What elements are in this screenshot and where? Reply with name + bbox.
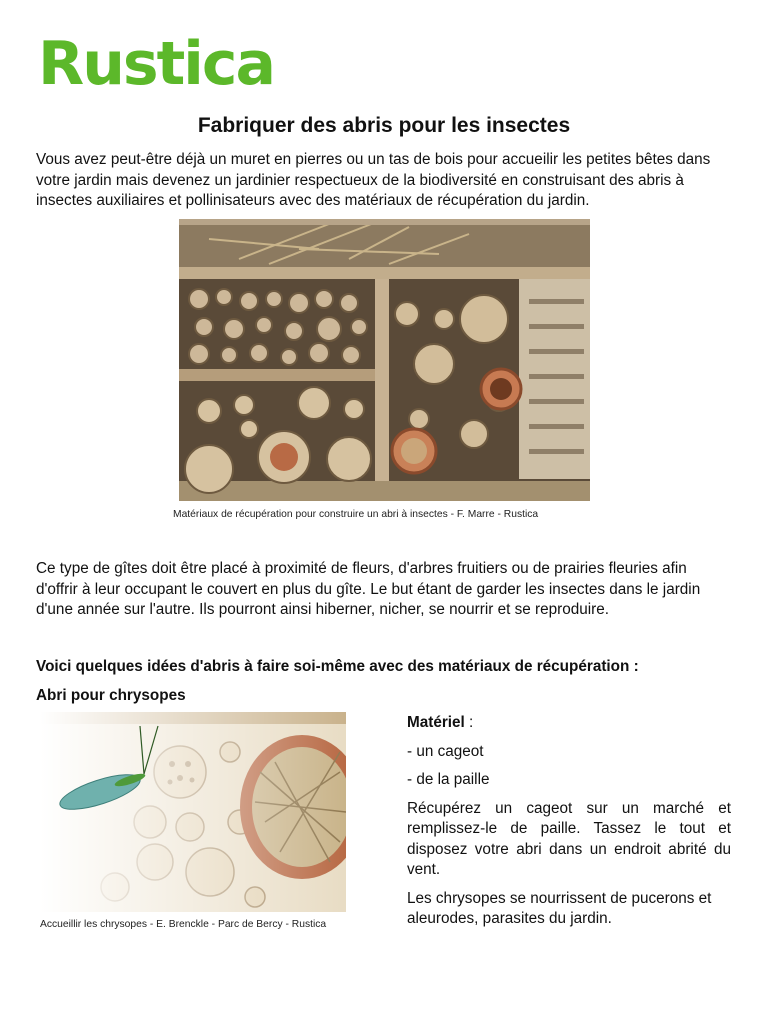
instructions-paragraph: Récupérez un cageot sur un marché et remplissez-le de paille. Tassez le tout et disposez votre abri dans un endroit abrité du vent. bbox=[407, 799, 731, 878]
materials-column bbox=[407, 713, 731, 930]
materiel-label-suffix: : bbox=[464, 714, 474, 731]
intro-paragraph: Vous avez peut-être déjà un muret en pierres ou un tas de bois pour accueilir les petites bêtes dans votre jardin mais devenez un jardinier respectueux de la biodiversité en construisant des abris à insectes auxiliaires et pollinisateurs avec des matériaux de récupération du jardin. bbox=[36, 151, 711, 209]
materiel-item: - un cageot bbox=[407, 742, 484, 760]
page-title: Fabriquer des abris pour les insectes bbox=[197, 114, 571, 137]
ideas-heading: Voici quelques idées d'abris à faire soi-même avec des matériaux de récupération : bbox=[36, 658, 639, 675]
insect-hotel-photo bbox=[179, 219, 590, 501]
materiel-label: Matériel bbox=[407, 714, 465, 731]
chrysopes-note: Les chrysopes se nourrissent de pucerons et aleurodes, parasites du jardin. bbox=[407, 889, 712, 927]
materiel-item: - de la paille bbox=[407, 771, 490, 788]
placement-paragraph: Ce type de gîtes doit être placé à proximité de fleurs, d'arbres fruitiers ou de prairies fleuries afin d'offrir à leur occupant le couvert en plus du gîte. Le but étant de garder les insectes dans le jardin d'une année sur l'autre. Ils pourront ainsi hiberner, nicher, se nourrir et se reproduire. bbox=[36, 560, 701, 618]
rustica-logo: Rustica bbox=[38, 29, 274, 99]
section-heading-chrysopes: Abri pour chrysopes bbox=[36, 687, 186, 704]
photo2-caption: Accueillir les chrysopes - E. Brenckle - Parc de Bercy - Rustica bbox=[40, 919, 327, 930]
photo1-caption: Matériaux de récupération pour construire un abri à insectes - F. Marre - Rustica bbox=[173, 509, 539, 520]
lacewing-shelter-photo bbox=[40, 712, 346, 912]
